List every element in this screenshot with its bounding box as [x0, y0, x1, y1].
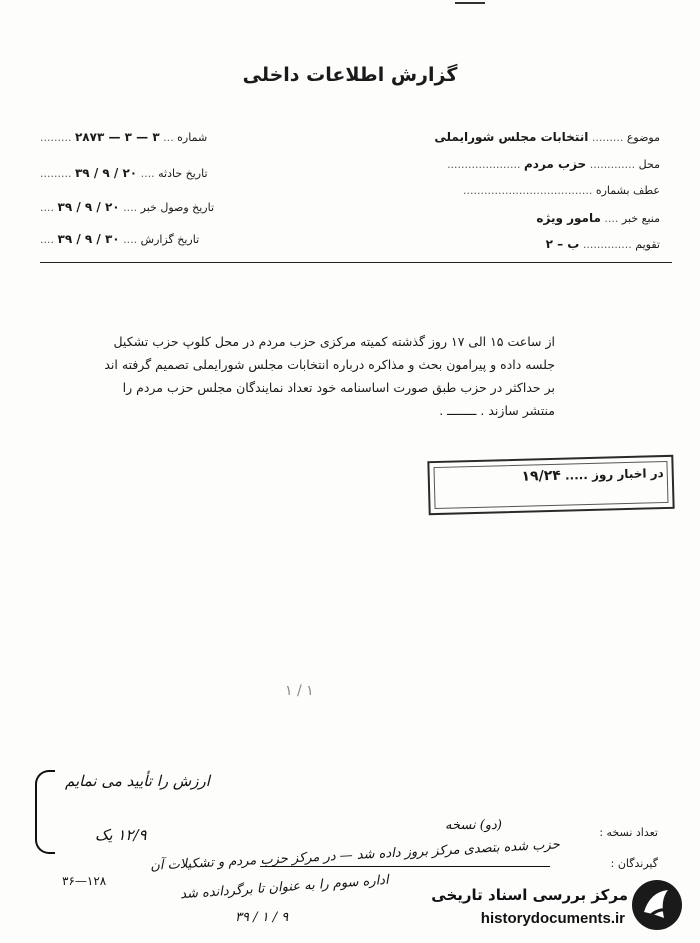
copies-label: تعداد نسخه :	[599, 826, 658, 839]
faint-mark: ۱ / ۱	[285, 683, 314, 699]
receive-date-field: تاریخ وصول خبر .... ۲۰ / ۹ / ۳۹ ....	[40, 200, 215, 214]
report-date-label: تاریخ گزارش	[140, 233, 200, 246]
subject-field: موضوع ......... انتخابات مجلس شورایملی	[434, 130, 660, 144]
place-label: محل	[638, 158, 660, 171]
margin-bracket	[35, 770, 55, 854]
evaluation-label: تقویم	[635, 238, 660, 251]
report-date-value: ۳۰ / ۹ / ۳۹	[57, 232, 120, 246]
handwritten-underline	[260, 866, 550, 867]
document-title: گزارش اطلاعات داخلی	[242, 64, 458, 86]
signature-date: ۹ / ۱ / ۳۹	[235, 910, 289, 925]
event-date-value: ۲۰ / ۹ / ۳۹	[74, 166, 138, 180]
stamp-label: در اخبار روز	[591, 466, 664, 482]
handwritten-line-3: اداره سوم را به عنوان تا برگردانده شد	[179, 872, 390, 903]
watermark-url: historydocuments.ir	[480, 910, 625, 927]
handwritten-line-1: ۱۲/۹ یک	[95, 826, 147, 844]
top-mark	[455, 2, 485, 4]
body-line: از ساعت ۱۵ الی ۱۷ روز گذشته کمیته مرکزی حزب مردم در محل کلوپ حزب تشکیل	[113, 334, 555, 349]
receive-date-value: ۲۰ / ۹ / ۳۹	[57, 200, 120, 214]
header-divider	[40, 262, 672, 263]
reference-number: ۱۲۸—۳۶	[62, 874, 107, 888]
receive-date-label: تاریخ وصول خبر	[140, 201, 215, 214]
margin-note: ارزش را تأیید می نمایم	[65, 772, 210, 790]
reference-label: عطف بشماره	[595, 184, 660, 197]
place-value: حزب مردم	[524, 157, 587, 171]
number-label: شماره	[177, 131, 208, 144]
body-line: جلسه داده و پیرامون بحث و مذاکره درباره انتخابات مجلس شورایملی تصمیم گرفته اند	[104, 357, 555, 372]
copies-value: (دو) نسخه	[445, 818, 502, 833]
body-line: منتشر سازند . ــــــــ .	[439, 403, 555, 418]
number-value: ۳ — ۳ — ۲۸۷۳	[74, 130, 160, 144]
stamp-date: ۱۹/۲۴	[521, 467, 562, 485]
evaluation-field: تقویم .............. ب – ۲	[545, 237, 660, 251]
reference-field: عطف بشماره .....................................	[462, 184, 660, 197]
body-line: بر حداکثر در حزب طبق صورت اساسنامه خود تعداد نمایندگان مجلس حزب مردم را	[122, 380, 555, 395]
archive-logo-icon	[630, 878, 684, 932]
number-field: شماره ... ۳ — ۳ — ۲۸۷۳ .........	[40, 130, 208, 144]
source-label: منبع خبر	[621, 212, 660, 225]
place-field: محل ............. حزب مردم .....................	[447, 157, 660, 171]
subject-value: انتخابات مجلس شورایملی	[434, 130, 589, 144]
source-value: مامور ویژه	[536, 211, 601, 225]
report-date-field: تاریخ گزارش .... ۳۰ / ۹ / ۳۹ ....	[40, 232, 200, 246]
source-field: منبع خبر .... مامور ویژه	[536, 211, 660, 225]
event-date-field: تاریخ حادثه .... ۲۰ / ۹ / ۳۹ .........	[40, 166, 208, 180]
recipients-label: گیرندگان :	[610, 857, 658, 870]
report-body	[60, 330, 555, 422]
handwritten-line-2: حزب شده بتصدی مرکز بروز داده شد — در مرکز حزب مردم و تشکیلات آن	[149, 837, 561, 874]
event-date-label: تاریخ حادثه	[158, 167, 208, 180]
subject-label: موضوع	[626, 131, 660, 144]
watermark-title: مرکز بررسی اسناد تاریخی	[431, 886, 628, 904]
news-stamp: در اخبار روز ..... ۱۹/۲۴	[427, 455, 674, 515]
evaluation-value: ب – ۲	[545, 237, 580, 251]
